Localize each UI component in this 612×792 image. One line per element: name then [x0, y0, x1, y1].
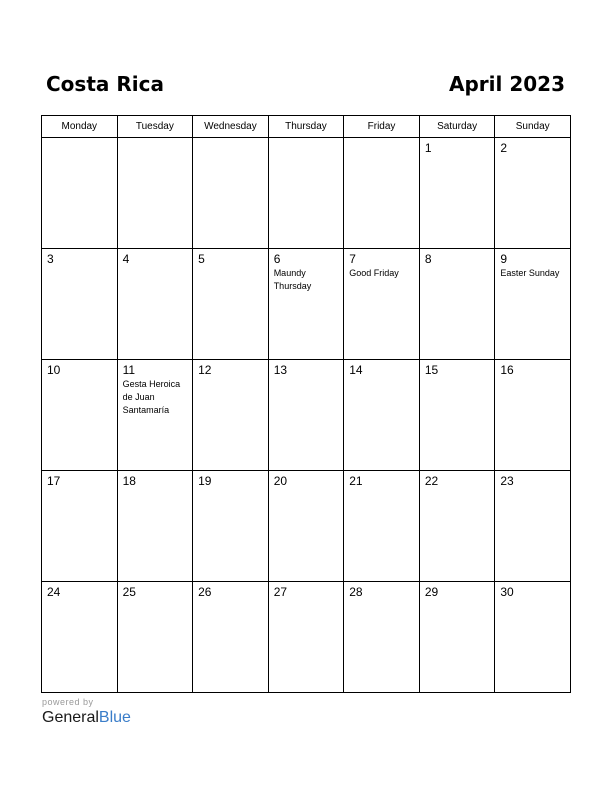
day-cell — [419, 138, 495, 249]
day-number: 21 — [349, 474, 363, 488]
country-title: Costa Rica — [46, 72, 164, 96]
day-number: 8 — [424, 252, 432, 266]
day-cell — [344, 471, 420, 582]
powered-by-text: powered by — [42, 697, 94, 707]
day-number: 30 — [500, 585, 514, 599]
day-cell — [193, 249, 269, 360]
day-number: 24 — [47, 585, 61, 599]
day-number: 22 — [424, 474, 439, 488]
day-number: 4 — [122, 252, 130, 266]
day-number: 11 — [122, 363, 136, 377]
day-number: 18 — [122, 474, 136, 488]
holiday-label: Gesta Heroica de Juan Santamaría — [122, 379, 181, 415]
day-number: 5 — [198, 252, 205, 266]
holiday-label: Good Friday — [349, 268, 399, 278]
brand-blue: Blue — [98, 709, 131, 726]
day-cell — [268, 138, 344, 249]
weekday-header: Tuesday — [117, 116, 193, 138]
day-number: 13 — [273, 363, 288, 377]
day-cell — [268, 471, 344, 582]
day-cell — [42, 471, 118, 582]
day-number: 1 — [424, 141, 432, 155]
day-number: 2 — [500, 141, 508, 155]
weekday-header: Sunday — [495, 116, 571, 138]
day-cell — [344, 360, 420, 471]
day-number: 10 — [47, 363, 61, 377]
day-number: 28 — [349, 585, 363, 599]
day-cell — [495, 582, 571, 693]
day-cell — [495, 360, 571, 471]
day-cell — [42, 360, 118, 471]
day-cell — [495, 249, 571, 360]
day-cell — [193, 471, 269, 582]
week-row — [42, 582, 571, 693]
day-cell — [117, 249, 193, 360]
week-row — [42, 138, 571, 249]
day-cell — [344, 249, 420, 360]
day-cell — [419, 360, 495, 471]
month-title: April 2023 — [449, 72, 565, 96]
weekday-header-row — [42, 116, 571, 138]
brand-general: General — [42, 709, 99, 726]
weekday-header: Wednesday — [193, 116, 269, 138]
day-cell — [419, 249, 495, 360]
day-cell — [268, 582, 344, 693]
calendar-grid — [41, 115, 571, 693]
day-cell — [42, 582, 118, 693]
day-cell — [117, 360, 193, 471]
day-cell — [495, 138, 571, 249]
day-cell — [42, 138, 118, 249]
day-number: 20 — [273, 474, 288, 488]
day-cell — [344, 138, 420, 249]
day-cell — [193, 582, 269, 693]
day-number: 27 — [273, 585, 288, 599]
day-cell — [419, 471, 495, 582]
day-number: 23 — [500, 474, 514, 488]
week-row — [42, 249, 571, 360]
day-number: 29 — [424, 585, 439, 599]
day-number: 25 — [122, 585, 136, 599]
day-number: 3 — [47, 252, 54, 266]
weekday-header: Monday — [42, 116, 118, 138]
week-row — [42, 471, 571, 582]
day-cell — [344, 582, 420, 693]
day-cell — [42, 249, 118, 360]
brand-logo[interactable] — [42, 708, 131, 728]
day-number: 6 — [273, 252, 281, 266]
day-number: 15 — [424, 363, 439, 377]
day-number: 12 — [198, 363, 212, 377]
day-cell — [268, 249, 344, 360]
day-number: 14 — [349, 363, 363, 377]
holiday-label: Easter Sunday — [500, 268, 560, 278]
footer-branding — [42, 697, 131, 728]
day-number: 16 — [500, 363, 514, 377]
day-cell — [268, 360, 344, 471]
day-cell — [419, 582, 495, 693]
day-number: 19 — [198, 474, 212, 488]
holiday-label: Maundy Thursday — [273, 268, 312, 291]
weekday-header: Thursday — [268, 116, 344, 138]
day-cell — [193, 138, 269, 249]
day-cell — [117, 138, 193, 249]
day-number: 26 — [198, 585, 212, 599]
day-number: 9 — [500, 252, 508, 266]
day-number: 7 — [349, 252, 356, 266]
weekday-header: Friday — [344, 116, 420, 138]
day-cell — [117, 471, 193, 582]
day-cell — [193, 360, 269, 471]
week-row — [42, 360, 571, 471]
day-cell — [495, 471, 571, 582]
day-number: 17 — [47, 474, 61, 488]
day-cell — [117, 582, 193, 693]
weekday-header: Saturday — [419, 116, 495, 138]
